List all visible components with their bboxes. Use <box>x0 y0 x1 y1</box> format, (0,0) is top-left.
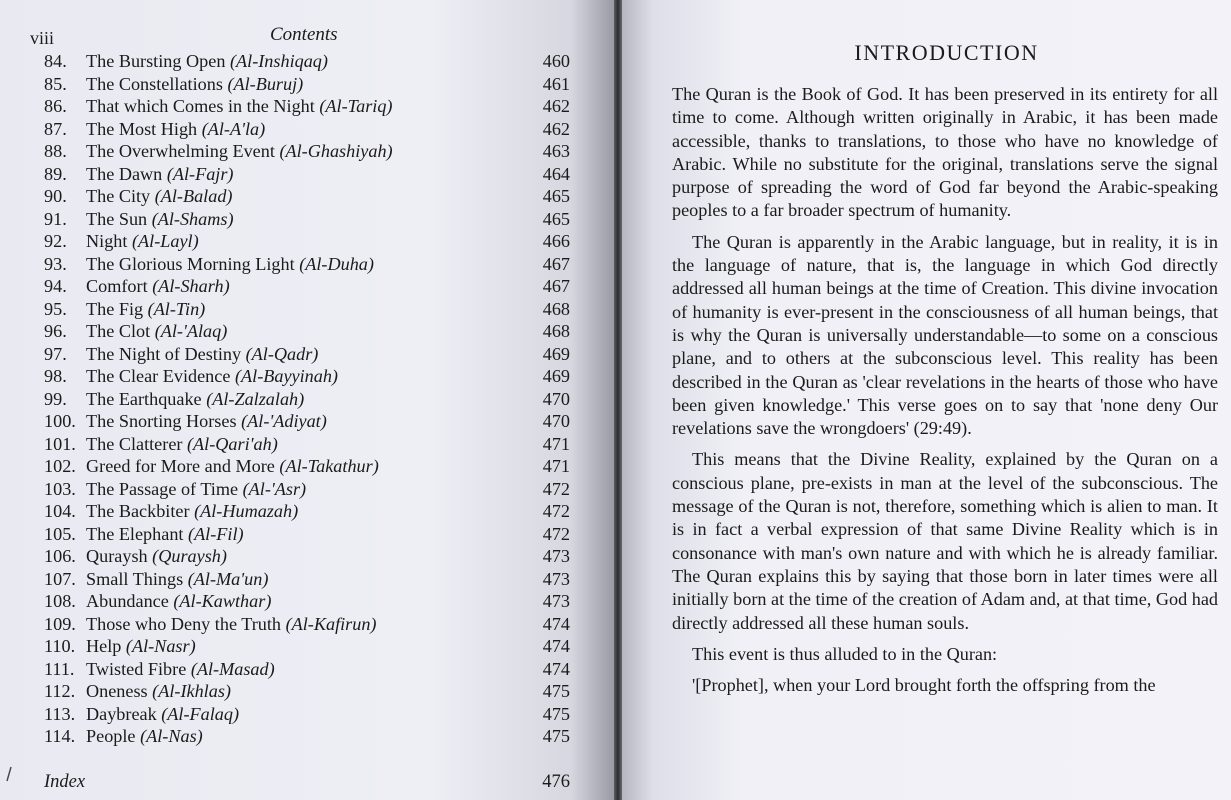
toc-entry <box>44 478 584 501</box>
toc-entry-title: The Dawn <box>86 163 163 184</box>
running-head: Contents <box>270 24 338 45</box>
toc-entry-page: 465 <box>542 208 570 229</box>
toc-entry-number: 99. <box>44 388 67 409</box>
toc-entry-number: 110. <box>44 636 76 656</box>
toc-entry-number: 112. <box>44 681 76 701</box>
toc-entry-arabic-title: (Al-Qadr) <box>245 343 319 364</box>
toc-entry-number: 102. <box>44 456 76 476</box>
toc-entry-arabic-title: (Al-Tin) <box>147 298 206 319</box>
toc-entry-arabic-title: (Al-Layl) <box>131 231 199 251</box>
toc-entry-title: Daybreak <box>86 703 157 724</box>
toc-entry <box>44 500 584 523</box>
toc-entry <box>44 388 584 411</box>
body-paragraph: The Quran is the Book of God. It has been preserved in its entirety for all time to come. Although written originally in Arabic, it has been made accessible, thanks to translations, to those who have no knowledge of Arabic. While no substitute for the original, translations serve the signal purpose of spreading the word of God far beyond the Arabic-speaking peoples to a far broader spectrum of humanity. <box>672 84 1218 221</box>
chapter-title: INTRODUCTION <box>854 40 1039 65</box>
toc-entry-title: The Backbiter <box>86 501 190 521</box>
toc-entry-arabic-title: (Al-Nas) <box>140 726 203 746</box>
toc-entry <box>44 230 584 253</box>
toc-entry-title: That which Comes in the Night <box>86 96 315 116</box>
toc-entry <box>44 433 584 456</box>
toc-entry-number: 96. <box>44 321 67 341</box>
body-paragraph: This event is thus alluded to in the Quran: <box>692 643 998 664</box>
toc-entry-number: 105. <box>44 523 76 544</box>
toc-entry-title: The City <box>86 186 151 206</box>
toc-entry <box>44 545 584 568</box>
toc-entry <box>44 140 584 163</box>
toc-index-label: Index <box>44 772 86 792</box>
toc-entry-arabic-title: (Al-Sharh) <box>152 276 230 296</box>
toc-entry-page: 462 <box>542 118 570 139</box>
toc-entry <box>44 658 584 681</box>
toc-entry-number: 94. <box>44 276 67 296</box>
toc-entry-arabic-title: (Al-'Asr) <box>242 478 307 499</box>
toc-entry-title: The Clot <box>86 321 151 341</box>
toc-entry-page: 474 <box>542 658 570 679</box>
page-number: viii <box>30 28 55 48</box>
toc-entry-number: 97. <box>44 343 67 364</box>
toc-entry-title: Greed for More and More <box>86 456 275 476</box>
toc-entry-page: 475 <box>542 703 570 724</box>
toc-entry-number: 104. <box>44 501 76 521</box>
body-text <box>672 83 1218 705</box>
toc-entry-page: 475 <box>542 681 570 701</box>
toc-entry-number: 113. <box>44 703 76 724</box>
toc-entry-page: 467 <box>542 276 570 296</box>
toc-entry-page: 471 <box>542 433 570 454</box>
toc-entry <box>44 343 584 366</box>
toc-entry-page: 471 <box>542 456 570 476</box>
toc-entry <box>44 703 584 726</box>
toc-entry-arabic-title: (Al-Bayyinah) <box>234 366 338 386</box>
toc-entry-arabic-title: (Al-Humazah) <box>194 501 299 521</box>
toc-entry-number: 107. <box>44 568 76 589</box>
toc-entry <box>44 568 584 591</box>
toc-entry-title: Oneness <box>86 681 148 701</box>
toc-entry-arabic-title: (Al-Fajr) <box>166 163 234 184</box>
toc-entry-title: Help <box>86 636 122 656</box>
toc-entry-title: The Clatterer <box>86 433 183 454</box>
toc-entry-arabic-title: (Al-Falaq) <box>161 703 240 724</box>
left-page <box>0 0 614 800</box>
toc-entry-page: 470 <box>542 411 570 431</box>
toc-entry <box>44 50 584 73</box>
toc-entry-title: Comfort <box>86 276 148 296</box>
toc-entry-page: 474 <box>542 636 570 656</box>
toc-entry-arabic-title: (Al-Kafirun) <box>285 613 377 634</box>
toc-entry-page: 472 <box>542 523 570 544</box>
toc-entry-arabic-title: (Al-A'la) <box>201 118 266 139</box>
toc-entry-number: 100. <box>44 411 76 431</box>
toc-entry-arabic-title: (Al-Shams) <box>151 208 234 229</box>
toc-entry-title: The Snorting Horses <box>86 411 237 431</box>
toc-entry-page: 461 <box>542 73 570 94</box>
toc-entry-page: 468 <box>542 321 570 341</box>
toc-entry-number: 84. <box>44 51 67 71</box>
toc-entry <box>44 455 584 478</box>
toc-entry-number: 95. <box>44 298 67 319</box>
toc-entry-number: 88. <box>44 141 67 161</box>
toc-entry-page: 466 <box>542 231 570 251</box>
left-page-header <box>30 24 574 48</box>
toc-entry-title: Night <box>86 231 128 251</box>
toc-entry-page: 462 <box>542 96 570 116</box>
toc-entry-title: Those who Deny the Truth <box>86 613 282 634</box>
toc-entry-arabic-title: (Al-Masad) <box>190 658 275 679</box>
toc-entry-arabic-title: (Al-'Alaq) <box>154 321 228 341</box>
body-paragraph: This means that the Divine Reality, explained by the Quran on a conscious plane, pre-exists in man at the level of the subconscious. The message of the Quran is not, therefore, something which is alien to man. It is in fact a verbal expression of that same Divine Reality which is in consonance with man's own nature and with which he is already familiar. The Quran explains this by saying that those born in later times were all initially born at the time of the creation of Adam and, at that time, God had directly addressed all these human souls. <box>672 449 1218 633</box>
toc-entry-title: People <box>86 726 136 746</box>
toc-entry <box>44 298 584 321</box>
toc-entry-arabic-title: (Al-Nasr) <box>125 636 196 656</box>
toc-entry-arabic-title: (Al-Ma'un) <box>187 568 269 589</box>
toc-entry-arabic-title: (Al-Qari'ah) <box>187 433 278 454</box>
body-paragraph: The Quran is apparently in the Arabic language, but in reality, it is in the language of nature, that is, the language in which God directly addressed all human beings at the time of Creation. This divine invocation of humanity is ever-present in the consciousness of all human beings, that is why the Quran is universally understandable—to some on a conscious plane, and to others at the subconscious level. This reality has been described in the Quran as 'clear revelations in the hearts of those who have been given knowledge.' This verse goes on to say that 'none deny Our revelations save the wrongdoers' (29:49). <box>672 231 1218 439</box>
toc-entry <box>44 118 584 141</box>
toc-entry-number: 91. <box>44 208 67 229</box>
toc-entry-arabic-title: (Quraysh) <box>152 546 227 566</box>
toc-entry-title: The Clear Evidence <box>86 366 231 386</box>
toc-entry <box>44 725 584 748</box>
toc-entry-number: 98. <box>44 366 67 386</box>
toc-entry-title: The Overwhelming Event <box>86 141 275 161</box>
toc-entry-arabic-title: (Al-Tariq) <box>319 96 393 116</box>
toc-entry <box>44 523 584 546</box>
toc-entry-title: The Earthquake <box>86 388 202 409</box>
toc-entry-page: 463 <box>542 141 570 161</box>
toc-entry-page: 467 <box>542 253 570 274</box>
toc-entry-number: 106. <box>44 546 76 566</box>
toc-entry-title: The Bursting Open <box>86 51 226 71</box>
toc-entry-title: The Elephant <box>86 523 184 544</box>
pen-mark-icon <box>4 766 14 782</box>
toc-entry-title: Twisted Fibre <box>86 658 187 679</box>
toc-entry-arabic-title: (Al-Balad) <box>154 186 233 206</box>
toc-entry-page: 460 <box>542 51 570 71</box>
toc-entry-page: 473 <box>542 568 570 589</box>
toc-entry <box>44 365 584 388</box>
toc-entry-number: 108. <box>44 591 76 611</box>
toc-entry-page: 469 <box>542 366 570 386</box>
toc-entry-title: The Fig <box>86 298 144 319</box>
toc-entry <box>44 635 584 658</box>
toc-entry-title: Small Things <box>86 568 184 589</box>
toc-entry-page: 475 <box>542 726 570 746</box>
toc-entry-title: The Glorious Morning Light <box>86 253 295 274</box>
toc-entry <box>44 613 584 636</box>
toc-entry-number: 114. <box>44 726 76 746</box>
toc-entry <box>44 208 584 231</box>
toc-entry <box>44 680 584 703</box>
toc-entry-page: 472 <box>542 478 570 499</box>
toc-entry-page: 464 <box>542 163 570 184</box>
toc-entry-page: 469 <box>542 343 570 364</box>
toc-entry-number: 111. <box>44 658 75 679</box>
toc-entry <box>44 185 584 208</box>
toc-entry-arabic-title: (Al-Takathur) <box>279 456 379 476</box>
toc-entry <box>44 320 584 343</box>
toc-entry-index <box>44 770 584 794</box>
toc-entry-number: 101. <box>44 433 76 454</box>
toc-entry-arabic-title: (Al-Inshiqaq) <box>229 51 328 71</box>
toc-entry-arabic-title: (Al-Kawthar) <box>173 591 272 611</box>
body-paragraph: '[Prophet], when your Lord brought forth the offspring from the <box>692 675 1156 696</box>
toc-entry-number: 85. <box>44 73 67 94</box>
toc-entry <box>44 275 584 298</box>
toc-entry-arabic-title: (Al-Duha) <box>299 253 374 274</box>
toc-entry-title: The Night of Destiny <box>86 343 242 364</box>
toc-entry-title: The Passage of Time <box>86 478 239 499</box>
table-of-contents <box>44 50 584 748</box>
toc-entry-arabic-title: (Al-Ghashiyah) <box>279 141 393 161</box>
toc-entry-title: The Sun <box>86 208 148 229</box>
toc-entry <box>44 95 584 118</box>
toc-entry-page: 474 <box>542 613 570 634</box>
book-gutter <box>614 0 622 800</box>
toc-entry-page: 465 <box>542 186 570 206</box>
toc-entry-number: 109. <box>44 613 76 634</box>
toc-entry-arabic-title: (Al-Zalzalah) <box>206 388 305 409</box>
toc-entry-number: 90. <box>44 186 67 206</box>
toc-entry-number: 103. <box>44 478 76 499</box>
toc-entry-number: 89. <box>44 163 67 184</box>
toc-entry-page: 470 <box>542 388 570 409</box>
toc-entry <box>44 73 584 96</box>
toc-entry-page: 473 <box>542 591 570 611</box>
toc-index-page: 476 <box>542 772 570 792</box>
toc-entry-page: 472 <box>542 501 570 521</box>
toc-entry-arabic-title: (Al-Buruj) <box>227 73 304 94</box>
toc-entry-title: Abundance <box>86 591 169 611</box>
toc-entry-page: 468 <box>542 298 570 319</box>
toc-entry-number: 87. <box>44 118 67 139</box>
toc-entry-arabic-title: (Al-Fil) <box>188 523 244 544</box>
toc-entry-arabic-title: (Al-'Adiyat) <box>241 411 327 431</box>
toc-entry <box>44 410 584 433</box>
toc-entry-number: 93. <box>44 253 67 274</box>
right-page <box>622 0 1231 800</box>
toc-entry-title: The Constellations <box>86 73 223 94</box>
toc-entry <box>44 253 584 276</box>
toc-entry-title: The Most High <box>86 118 198 139</box>
toc-entry <box>44 163 584 186</box>
toc-entry-page: 473 <box>542 546 570 566</box>
toc-entry-arabic-title: (Al-Ikhlas) <box>152 681 231 701</box>
toc-entry-number: 92. <box>44 231 67 251</box>
toc-entry-number: 86. <box>44 96 67 116</box>
toc-entry-title: Quraysh <box>86 546 148 566</box>
toc-entry <box>44 590 584 613</box>
